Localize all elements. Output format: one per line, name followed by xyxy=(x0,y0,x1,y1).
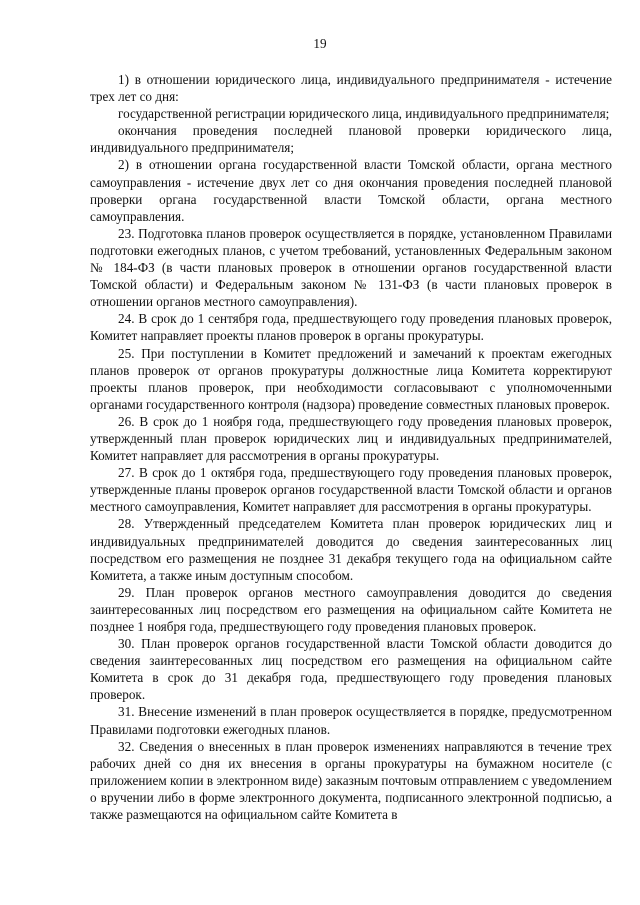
page-number: 19 xyxy=(313,36,327,51)
paragraph-31: 31. Внесение изменений в план проверок осуществляется в порядке, предусмотренном Правилами подготовки ежегодных планов. xyxy=(90,704,612,737)
paragraph-1: 1) в отношении юридического лица, индивидуального предпринимателя - истечение трех лет со дня: xyxy=(90,72,612,105)
paragraph-29: 29. План проверок органов местного самоуправления доводится до сведения заинтересованных лиц посредством его размещения на официальном сайте Комитета не позднее 1 ноября года, предшествующего году проведения плановых проверок. xyxy=(90,584,612,634)
paragraph-32: 32. Сведения о внесенных в план проверок изменениях направляются в течение трех рабочих дней со дня их внесения в органы прокуратуры на бумажном носителе (с приложением копии в электронном виде) заказным почтовым отправлением с уведомлением о вручении либо в форме электронного документа, подписанного электронной подписью, а также размещаются на официальном сайте Комитета в xyxy=(90,738,612,823)
paragraph-26: 26. В срок до 1 ноября года, предшествующего году проведения плановых проверок, утвержденный план проверок юридических лиц и индивидуальных предпринимателей, Комитет направляет для рассмотрения в органы прокуратуры. xyxy=(90,413,612,464)
paragraph-24: 24. В срок до 1 сентября года, предшествующего году проведения плановых проверок, Комитет направляет проекты планов проверок в органы прокуратуры. xyxy=(90,311,612,344)
document-body xyxy=(90,71,612,823)
paragraph-2: государственной регистрации юридического лица, индивидуального предпринимателя; xyxy=(118,106,610,122)
paragraph-4: 2) в отношении органа государственной власти Томской области, органа местного самоуправления - истечение двух лет со дня окончания проведения последней плановой проверки органа государственной власти Томской области, органа местного самоуправления. xyxy=(90,157,612,224)
paragraph-25: 25. При поступлении в Комитет предложений и замечаний к проектам ежегодных планов проверок от органов прокуратуры должностные лица Комитета корректируют проекты планов проверок, при необходимости согласовывают с уполномоченными органами государственного контроля (надзора) проведение совместных плановых проверок. xyxy=(90,345,612,412)
paragraph-23: 23. Подготовка планов проверок осуществляется в порядке, установленном Правилами подготовки ежегодных планов, с учетом требований, установленных Федеральным законом № 184-ФЗ (в части плановых проверок в отношении органов государственной власти Томской области) и Федеральным законом № 131-ФЗ (в части плановых проверок в отношении органов местного самоуправления). xyxy=(90,225,612,310)
paragraph-3: окончания проведения последней плановой проверки юридического лица, индивидуального предпринимателя; xyxy=(90,123,612,156)
paragraph-27: 27. В срок до 1 октября года, предшествующего году проведения плановых проверок, утвержденные планы проверок органов государственной власти Томской области и органов местного самоуправления, Комитет направляет для рассмотрения в органы прокуратуры. xyxy=(90,465,612,515)
paragraph-28: 28. Утвержденный председателем Комитета план проверок юридических лиц и индивидуальных предпринимателей доводится до сведения заинтересованных лиц посредством его размещения не позднее 31 декабря текущего года на официальном сайте Комитета, а также иным доступным способом. xyxy=(90,516,612,583)
paragraph-30: 30. План проверок органов государственной власти Томской области доводится до сведения заинтересованных лиц посредством его размещения на официальном сайте Комитета в срок до 31 декабря года, предшествующего году проведения плановых проверок. xyxy=(90,636,612,703)
